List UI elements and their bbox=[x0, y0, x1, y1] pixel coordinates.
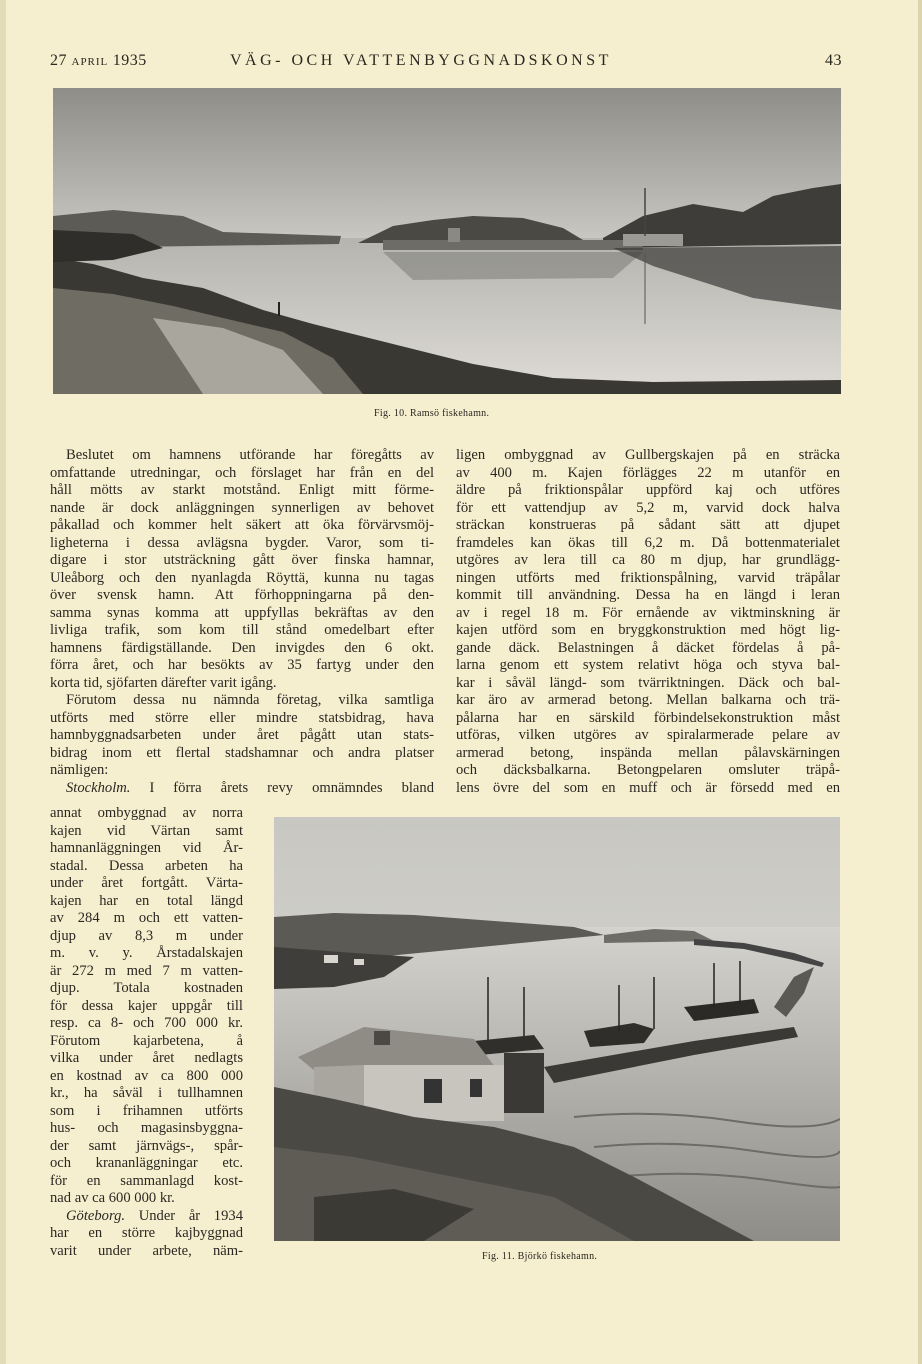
text-line: påkallad och kommer helt säkert att öka förvärvsmöj- bbox=[50, 517, 434, 533]
harbor-photo-bjorko bbox=[274, 817, 840, 1241]
page-number: 43 bbox=[825, 52, 842, 69]
journal-title: VÄG- OCH VATTENBYGGNADSKONST bbox=[230, 52, 612, 69]
header-date-day: 27 bbox=[50, 52, 67, 69]
text-line: för ett vattendjup av 5,2 m, varvid dock halva bbox=[456, 499, 840, 516]
figure-11-photo bbox=[274, 817, 840, 1241]
text-line: framdeles kan ökas till 6,2 m. Då bottenmaterialet bbox=[456, 534, 840, 551]
right-column-text bbox=[456, 447, 840, 797]
text-line: och däcksbalkarna. Betongpelaren omsluter träpå- bbox=[456, 762, 840, 778]
text-line: kajen utförd som en bryggkonstruktion med högt lig- bbox=[456, 622, 840, 638]
text-line: kar i såväl längd- som tvärriktningen. Däck och bal- bbox=[456, 674, 840, 691]
figure-10-caption: Fig. 10. Ramsö fiskehamn. bbox=[374, 408, 490, 419]
text-line: under året fortgått. Värta- bbox=[50, 875, 243, 891]
text-line: har en större kajbyggnad bbox=[50, 1225, 243, 1241]
text-line: nad av ca 600 000 kr. bbox=[50, 1190, 175, 1206]
text-line: annat ombyggnad av norra bbox=[50, 805, 243, 821]
text-line: vilka under året nedlagts bbox=[50, 1050, 243, 1066]
text-line: varit under arbete, näm- bbox=[50, 1242, 243, 1259]
text-line: hus- och magasinsbyggna- bbox=[50, 1120, 243, 1136]
stockholm-line-rest: I förra årets revy omnämndes bland bbox=[130, 779, 434, 796]
text-line: digare i stor utsträckning gått över finska hamnar, bbox=[50, 552, 434, 568]
goteborg-heading: Göteborg. bbox=[66, 1207, 126, 1224]
text-line: av 400 m. Kajen förlägges 22 m utanför en bbox=[456, 464, 840, 481]
text-line: stadal. Dessa arbeten ha bbox=[50, 857, 243, 874]
text-line: ligheterna i dessa avlägsna bygder. Varor, som ti- bbox=[50, 534, 434, 551]
goteborg-line-rest: Under år 1934 bbox=[125, 1207, 243, 1224]
header-date-year: 1935 bbox=[112, 52, 147, 69]
stockholm-heading: Stockholm. bbox=[66, 779, 131, 796]
text-line: livliga trafik, som kom till stånd omedelbart efter bbox=[50, 622, 434, 638]
text-line: och krananläggningar etc. bbox=[50, 1155, 243, 1171]
header-date bbox=[50, 52, 147, 70]
text-line: som i frihamnen utförts bbox=[50, 1102, 243, 1119]
text-line: av i regel 18 m. För ernående av viktminskning är bbox=[456, 604, 840, 621]
text-line: larna genom ett system relativt höga och styva bal- bbox=[456, 657, 840, 673]
text-line: över svensk hamn. Att förhoppningarna på den- bbox=[50, 587, 434, 603]
text-line: Förutom dessa nu nämnda företag, vilka samtliga bbox=[66, 692, 434, 708]
text-line: der samt järnvägs-, spår- bbox=[50, 1137, 243, 1154]
header-date-month: APRIL bbox=[71, 56, 109, 68]
text-line-stockholm bbox=[50, 780, 434, 798]
text-line: Förutom kajarbetena, å bbox=[50, 1032, 243, 1049]
text-line: nämligen: bbox=[50, 762, 109, 778]
text-line: Uleåborg och den nyanlagda Röyttä, kunna nu tagas bbox=[50, 569, 434, 586]
page-edge-left bbox=[0, 0, 6, 1364]
text-line-goteborg bbox=[50, 1208, 243, 1226]
text-line: Beslutet om hamnens utförande har föregåtts av bbox=[66, 447, 434, 463]
text-line: kar äro av armerad betong. Mellan balkarna och trä- bbox=[456, 692, 840, 708]
text-line: hamnanläggningen vid År- bbox=[50, 840, 243, 856]
text-line: kr., ha såväl i tullhamnen bbox=[50, 1085, 243, 1101]
text-line: sträckan konstrueras på sådant sätt att djupet bbox=[456, 517, 840, 533]
text-line: m. v. y. Årstadalskajen bbox=[50, 945, 243, 961]
figure-11-caption: Fig. 11. Björkö fiskehamn. bbox=[482, 1251, 598, 1262]
text-line: lens övre del som en muff och är försedd med en bbox=[456, 779, 840, 796]
text-line: omfattande utredningar, och förslaget har från en del bbox=[50, 464, 434, 481]
harbor-photo-ramso bbox=[53, 88, 841, 394]
text-line: bidrag inom ett flertal stadshamnar och andra platser bbox=[50, 744, 434, 761]
narrow-column-text bbox=[50, 805, 243, 1260]
text-line: gande däck. Belastningen å däcket fördelas å på- bbox=[456, 639, 840, 656]
text-line: pålarna har en särskild förbindelsekonstruktion måst bbox=[456, 709, 840, 726]
text-line: av 284 m och ett vatten- bbox=[50, 910, 243, 926]
text-line: utföras, vilken utgöres av spiralarmerade pelare av bbox=[456, 727, 840, 743]
text-line: korta tid, sjöfarten därefter varit igång. bbox=[50, 674, 277, 691]
text-line: kommit till användning. Dessa ha en längd i leran bbox=[456, 587, 840, 603]
text-line: utförts med större eller mindre statsbidrag, hava bbox=[50, 709, 434, 726]
text-line: resp. ca 8- och 700 000 kr. bbox=[50, 1015, 243, 1031]
text-line: djup. Totala kostnaden bbox=[50, 980, 243, 996]
text-line: för en sammanlagd kost- bbox=[50, 1172, 243, 1189]
text-line: förra året, och har besökts av 35 fartyg under den bbox=[50, 657, 434, 673]
text-line: kajen vid Värtan samt bbox=[50, 822, 243, 839]
text-line: för dessa kajer uppgår till bbox=[50, 997, 243, 1014]
text-line: samma synas komma att uppfyllas bekräftas av den bbox=[50, 604, 434, 621]
page-edge-right bbox=[918, 0, 922, 1364]
text-line: håll mötts av starkt motstånd. Enligt mitt förme- bbox=[50, 482, 434, 498]
text-line: en kostnad av ca 800 000 bbox=[50, 1067, 243, 1084]
left-column-text bbox=[50, 447, 434, 797]
text-line: hamnens färdigställande. Den invigdes den 6 okt. bbox=[50, 639, 434, 656]
text-line: utgöres av lera till ca 80 m djup, har grundlägg- bbox=[456, 552, 840, 568]
text-line: djup av 8,3 m under bbox=[50, 927, 243, 944]
text-line: kajen har en total längd bbox=[50, 892, 243, 909]
text-line: äldre på friktionspålar uppförd kaj och utföres bbox=[456, 482, 840, 498]
text-line: ningen utförts med friktionspålning, varvid träpålar bbox=[456, 569, 840, 586]
text-line: är 272 m med 7 m vatten- bbox=[50, 962, 243, 979]
text-line: hamnbyggnadsarbeten under året pågått utan stats- bbox=[50, 727, 434, 743]
text-line: nande är dock anläggningen synnerligen av behovet bbox=[50, 499, 434, 516]
text-line: ligen ombyggnad av Gullbergskajen på en sträcka bbox=[456, 447, 840, 463]
text-line: armerad betong, inspända mellan pålavskärningen bbox=[456, 744, 840, 761]
figure-10-photo bbox=[53, 88, 841, 394]
